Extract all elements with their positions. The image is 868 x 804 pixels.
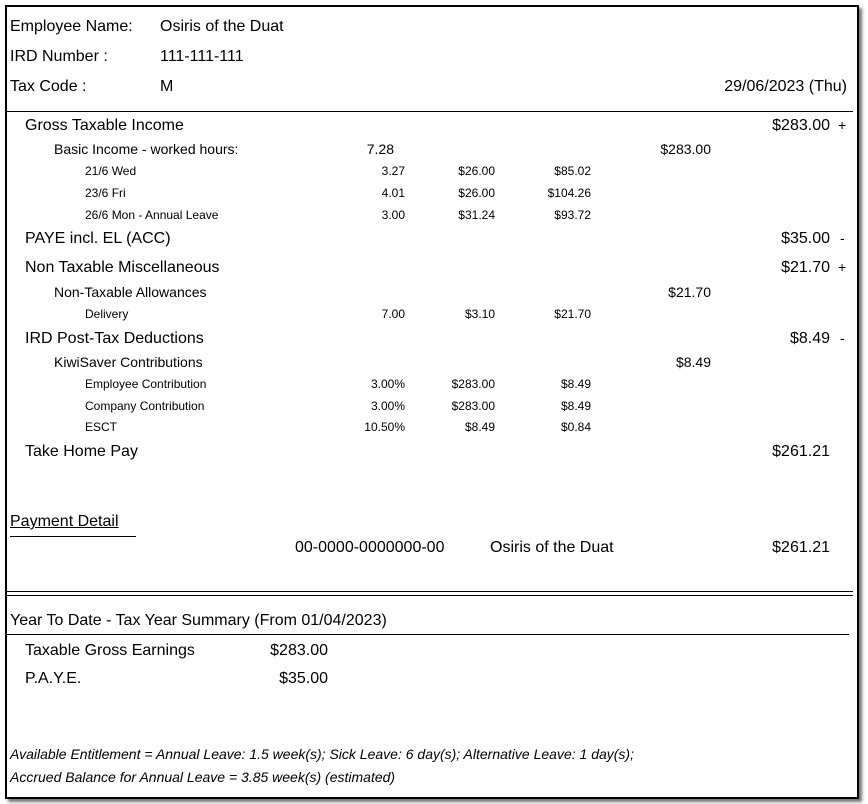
basic-row-qty: 4.01 — [381, 186, 405, 200]
employee-name-label: Employee Name: — [10, 18, 133, 35]
tax-code-value: M — [160, 78, 174, 95]
kiwisaver-row-base: $8.49 — [464, 420, 495, 434]
basic-row-rate: $31.24 — [458, 208, 495, 222]
tax-code-label: Tax Code : — [10, 78, 87, 95]
payment-detail-underline — [10, 536, 136, 537]
kiwisaver-row-pct: 3.00% — [370, 399, 405, 413]
ird-post-tax-sign: - — [840, 330, 845, 346]
header-divider — [7, 111, 853, 112]
kiwisaver-row-total: $8.49 — [560, 377, 591, 391]
kiwisaver-row-name: Company Contribution — [85, 399, 205, 413]
allowance-row-qty: 7.00 — [381, 307, 405, 321]
ird-post-tax-amount: $8.49 — [789, 330, 830, 347]
kiwisaver-row-total: $8.49 — [560, 399, 591, 413]
payment-amount: $261.21 — [772, 539, 830, 556]
section-divider-top — [7, 591, 853, 592]
allowances-label: Non-Taxable Allowances — [54, 284, 207, 300]
take-home-label: Take Home Pay — [25, 443, 138, 460]
gross-income-label: Gross Taxable Income — [25, 117, 184, 134]
basic-row-date: 23/6 Fri — [85, 186, 126, 200]
kiwisaver-amount: $8.49 — [675, 354, 711, 370]
basic-income-hours: 7.28 — [366, 141, 394, 157]
allowance-row-rate: $3.10 — [464, 307, 495, 321]
nontax-sign: + — [838, 259, 847, 275]
ytd-title: Year To Date - Tax Year Summary (From 01/04/2023) — [10, 612, 387, 629]
nontax-amount: $21.70 — [781, 259, 830, 276]
ird-number-value: 111-111-111 — [160, 48, 244, 65]
kiwisaver-row-name: Employee Contribution — [85, 377, 207, 391]
basic-income-amount: $283.00 — [660, 141, 711, 157]
ytd-paye-label: P.A.Y.E. — [25, 670, 82, 687]
employee-name-value: Osiris of the Duat — [160, 18, 284, 35]
paye-sign: - — [840, 230, 845, 246]
kiwisaver-label: KiwiSaver Contributions — [54, 354, 203, 370]
section-divider-bottom — [7, 595, 853, 596]
basic-row-rate: $26.00 — [458, 164, 495, 178]
accrued-balance-note: Accrued Balance for Annual Leave = 3.85 week(s) (estimated) — [10, 769, 396, 785]
allowance-row-name: Delivery — [85, 307, 129, 321]
take-home-amount: $261.21 — [772, 443, 830, 460]
paye-amount: $35.00 — [781, 230, 830, 247]
kiwisaver-row-pct: 3.00% — [370, 377, 405, 391]
basic-row-date: 21/6 Wed — [85, 164, 137, 178]
kiwisaver-row-base: $283.00 — [451, 377, 495, 391]
ytd-paye-amount: $35.00 — [279, 670, 328, 687]
payslip-document — [5, 5, 859, 799]
gross-income-amount: $283.00 — [772, 117, 830, 134]
basic-row-total: $93.72 — [554, 208, 591, 222]
basic-income-label: Basic Income - worked hours: — [54, 141, 239, 157]
kiwisaver-row-name: ESCT — [85, 420, 118, 434]
basic-row-qty: 3.00 — [381, 208, 405, 222]
allowances-amount: $21.70 — [668, 284, 711, 300]
ytd-divider — [7, 634, 849, 635]
payment-name: Osiris of the Duat — [490, 539, 614, 556]
allowance-row-total: $21.70 — [554, 307, 591, 321]
ird-number-label: IRD Number : — [10, 48, 108, 65]
nontax-label: Non Taxable Miscellaneous — [25, 259, 220, 276]
basic-row-qty: 3.27 — [381, 164, 405, 178]
basic-row-date: 26/6 Mon - Annual Leave — [85, 208, 219, 222]
basic-row-rate: $26.00 — [458, 186, 495, 200]
kiwisaver-row-base: $283.00 — [451, 399, 495, 413]
basic-row-total: $85.02 — [554, 164, 591, 178]
payment-detail-title: Payment Detail — [10, 513, 119, 530]
payment-account: 00-0000-0000000-00 — [295, 539, 445, 556]
kiwisaver-row-total: $0.84 — [560, 420, 591, 434]
ird-post-tax-label: IRD Post-Tax Deductions — [25, 330, 204, 347]
gross-income-sign: + — [838, 117, 847, 133]
ytd-taxable-label: Taxable Gross Earnings — [25, 642, 195, 659]
basic-row-total: $104.26 — [547, 186, 591, 200]
entitlement-note: Available Entitlement = Annual Leave: 1.5 week(s); Sick Leave: 6 day(s); Alternative Leave: 1 day(s); — [10, 746, 634, 762]
kiwisaver-row-pct: 10.50% — [364, 420, 405, 434]
paye-label: PAYE incl. EL (ACC) — [25, 230, 171, 247]
pay-date: 29/06/2023 (Thu) — [724, 78, 847, 95]
ytd-taxable-amount: $283.00 — [270, 642, 328, 659]
